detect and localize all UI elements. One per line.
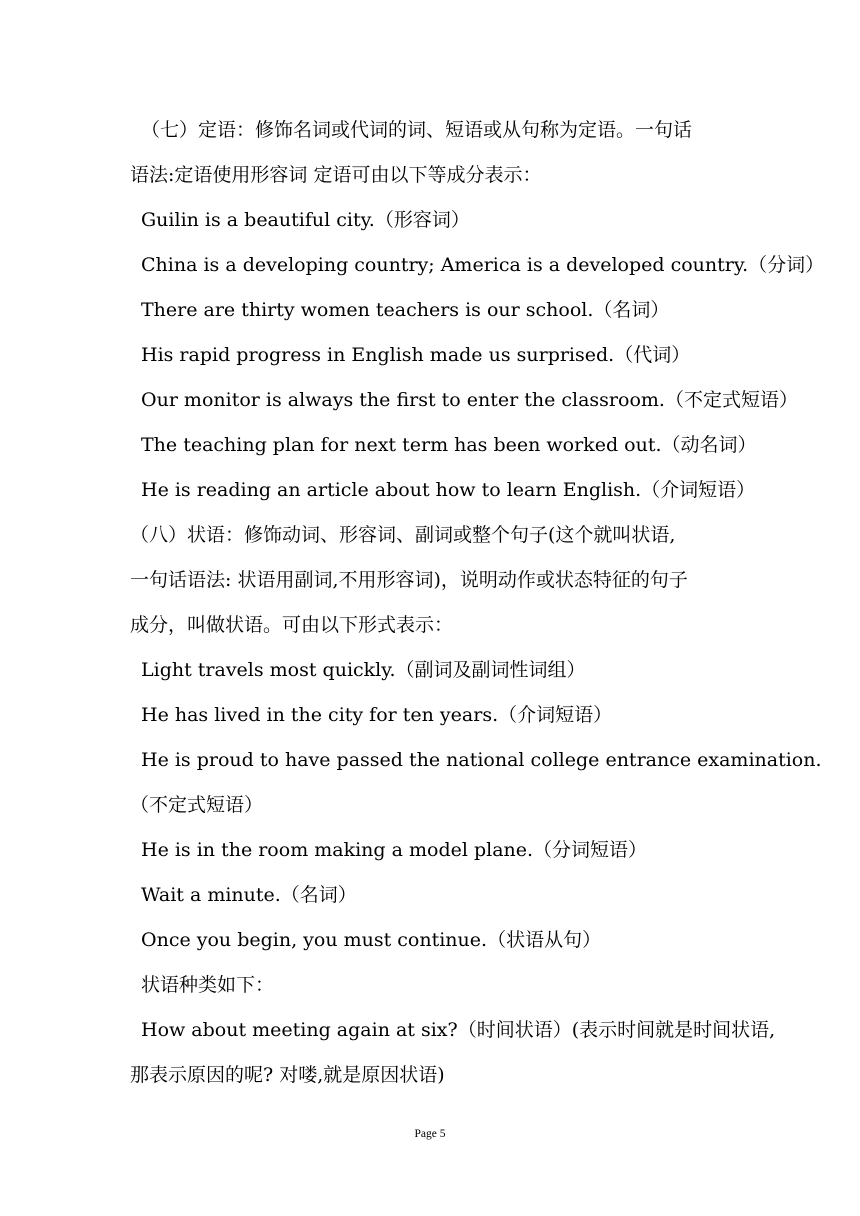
text-line: 成分，叫做状语。可由以下形式表示：: [130, 614, 454, 636]
text-line: Once you begin, you must continue.（状语从句）: [141, 929, 602, 951]
text-line: 那表示原因的呢? 对喽,就是原因状语): [130, 1064, 445, 1086]
text-line: Guilin is a beautiful city.（形容词）: [141, 209, 470, 231]
text-line: His rapid progress in English made us surprised.（代词）: [141, 344, 691, 366]
text-line: How about meeting again at six?（时间状语）(表示时间就是时间状语,: [141, 1019, 776, 1041]
text-line: Light travels most quickly.（副词及副词性词组）: [141, 659, 586, 681]
text-line: 一句话语法: 状语用副词,不用形容词)，说明动作或状态特征的句子: [130, 569, 688, 591]
text-line: （不定式短语）: [130, 794, 264, 816]
text-line: He is reading an article about how to learn English.（介词短语）: [141, 479, 756, 501]
text-line: China is a developing country; America is a developed country.（分词）: [141, 254, 825, 276]
text-line: Wait a minute.（名词）: [141, 884, 357, 906]
text-line: 语法:定语使用形容词 定语可由以下等成分表示：: [130, 164, 542, 186]
text-line: There are thirty women teachers is our school.（名词）: [141, 299, 670, 321]
text-line: He is in the room making a model plane.（分词短语）: [141, 839, 648, 861]
page-number: Page 5: [414, 1128, 446, 1140]
text-line: Our monitor is always the first to enter the classroom.（不定式短语）: [141, 389, 798, 411]
text-line: The teaching plan for next term has been worked out.（动名词）: [141, 434, 757, 456]
text-line: He has lived in the city for ten years.（介词短语）: [141, 704, 613, 726]
text-line: （八）状语：修饰动词、形容词、副词或整个句子(这个就叫状语,: [130, 524, 676, 546]
page-body: [130, 108, 825, 1098]
text-line: （七）定语：修饰名词或代词的词、短语或从句称为定语。一句话: [141, 119, 693, 141]
text-line: He is proud to have passed the national college entrance examination.: [141, 749, 822, 771]
text-line: 状语种类如下：: [141, 974, 275, 996]
